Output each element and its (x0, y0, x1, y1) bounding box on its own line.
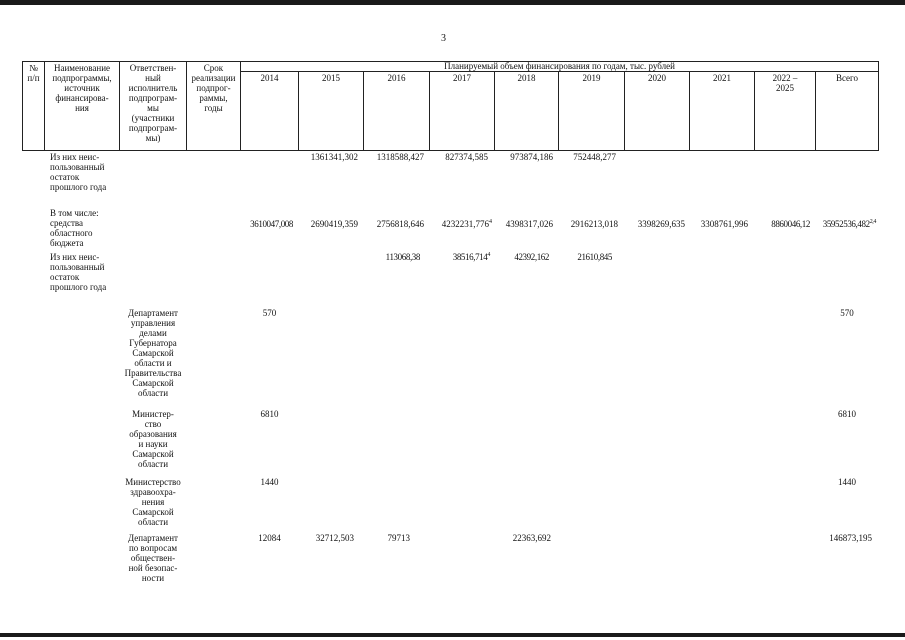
cell-2019: 752448,277 (573, 152, 616, 162)
cell-2018: 973874,186 (510, 152, 553, 162)
header-year: 2021 (713, 73, 731, 83)
header-year: 2014 (260, 73, 279, 83)
page-number: 3 (441, 33, 446, 44)
col-line (878, 61, 879, 151)
col-line (815, 71, 816, 151)
cell-2018: 42392,162 (514, 252, 549, 262)
participant-name: Министерство здравоохра- нения Самарской области (125, 477, 181, 527)
header-term: Срок реализации подпрог- раммы, годы (191, 63, 236, 113)
col-line (363, 71, 364, 151)
header-year: 2017 (453, 73, 471, 83)
header-name: Наименование подпрограммы, источник финансирова- ния (52, 63, 112, 113)
col-line (298, 71, 299, 151)
cell-2015: 32712,503 (315, 533, 354, 543)
cell-2016: 1318588,427 (376, 152, 424, 162)
cell-total: 570 (840, 308, 854, 318)
header-responsible: Ответствен- ный исполнитель подпрограм- мы (участники подпрограм- мы) (128, 63, 178, 143)
col-line (558, 71, 559, 151)
header-year: 2018 (517, 73, 536, 83)
cell-2019: 21610,845 (577, 252, 612, 262)
header-year: 2019 (582, 73, 601, 83)
cell-2016: 79713 (387, 533, 410, 543)
cell-2014: 570 (262, 308, 277, 318)
funding-header-line (240, 71, 879, 72)
header-year: 2016 (387, 73, 406, 83)
cell-2022-2025: 8860046,12 (771, 219, 810, 229)
row-label: Из них неис- пользованный остаток прошлого года (50, 252, 107, 292)
participant-name: Министер- ство образования и науки Самарской области (129, 409, 177, 469)
cell-2014: 12084 (258, 533, 281, 543)
cell-2020: 3398269,635 (637, 219, 685, 229)
cell-2018: 4398317,026 (505, 219, 553, 229)
header-year: 2020 (648, 73, 666, 83)
col-line (429, 71, 430, 151)
cell-total: 146873,195 (829, 533, 872, 543)
cell-2017: 827374,585 (445, 152, 488, 162)
header-year: Всего (835, 73, 859, 83)
cell-2016: 2756818,646 (376, 219, 424, 229)
header-funding: Планируемый объем финансирования по годам, тыс. рублей (444, 61, 675, 71)
participant-name: Департамент по вопросам обществен- ной безопас- ности (128, 533, 178, 583)
bottom-border (0, 633, 905, 637)
cell-2014: 6810 (260, 409, 279, 419)
header-num: № п/п (27, 63, 40, 83)
col-line (689, 71, 690, 151)
header-year: 2015 (322, 73, 340, 83)
cell-total: 1440 (838, 477, 856, 487)
row-label: Из них неис- пользованный остаток прошлого года (50, 152, 107, 192)
cell-total: 6810 (838, 409, 856, 419)
cell-2019: 2916213,018 (570, 219, 618, 229)
col-line (624, 71, 625, 151)
cell-2014: 1440 (260, 477, 279, 487)
col-line (494, 71, 495, 151)
cell-2021: 3308761,996 (700, 219, 748, 229)
cell-2015: 1361341,302 (310, 152, 358, 162)
row-label: В том числе: средства областного бюджета (50, 208, 99, 248)
header-year: 2022 – 2025 (772, 73, 798, 93)
header-bottom-line (22, 150, 879, 151)
cell-2016: 113068,38 (385, 252, 420, 262)
top-border (0, 0, 905, 5)
participant-name: Департамент управления делами Губернатора Самарской области и Правительства Самарской области (124, 308, 182, 398)
cell-2015: 2690419,359 (310, 219, 358, 229)
cell-2017: 38516,714$^4$ (452, 252, 490, 262)
cell-2018: 22363,692 (512, 533, 551, 543)
cell-2014: 3610047,008 (250, 219, 293, 229)
cell-total: 35952536,482$^{2,4}$ (822, 219, 876, 229)
cell-2017: 4232231,776$^4$ (441, 219, 492, 229)
